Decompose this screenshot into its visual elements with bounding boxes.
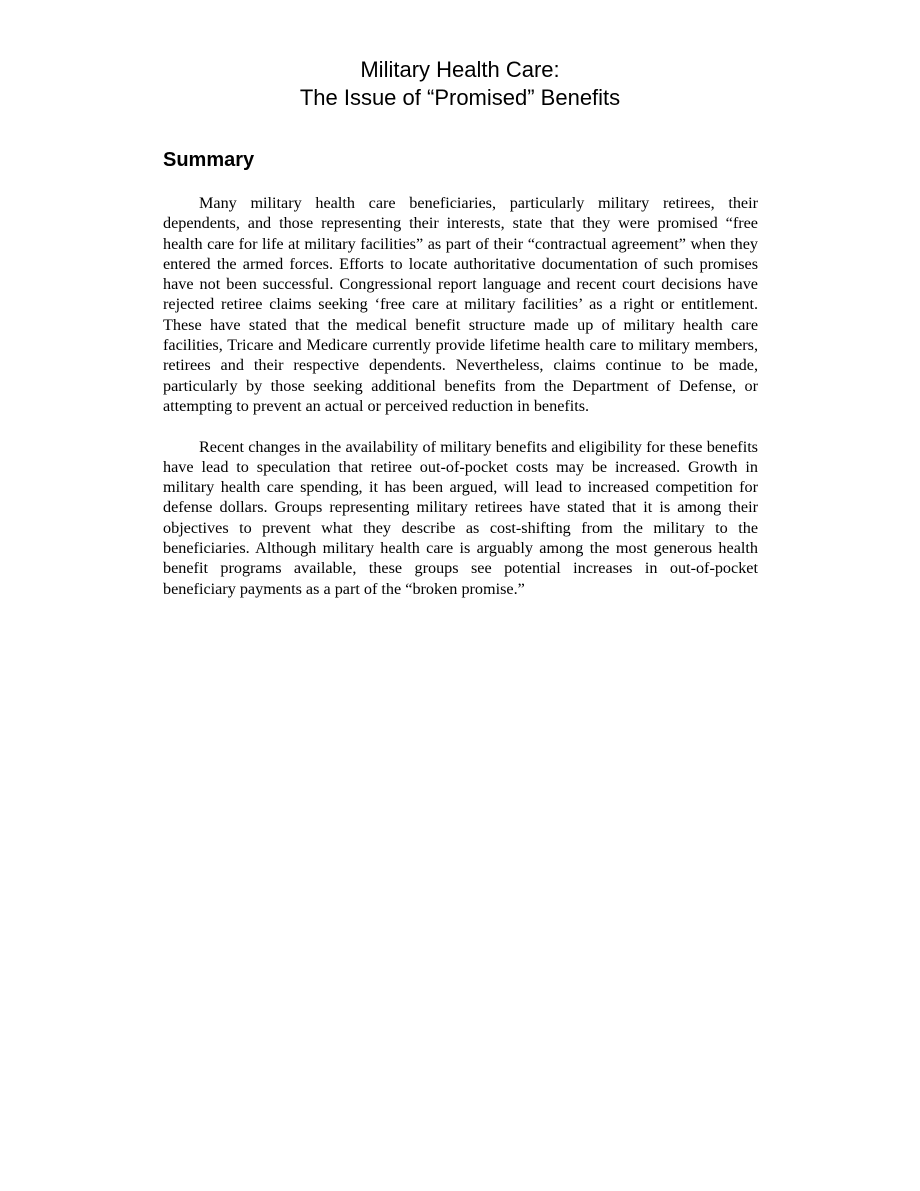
document-title: [0, 56, 920, 112]
title-line-2: The Issue of “Promised” Benefits: [299, 85, 621, 110]
paragraph: Recent changes in the availability of military benefits and eligibility for these benefits have lead to speculation that retiree out-of-pocket costs may be increased. Growth in military health care spending, it has been argued, will lead to increased competition for defense dollars. Groups representing military retirees have stated that it is among their objectives to prevent what they describe as cost-shifting from the military to the beneficiaries. Although military health care is arguably among the most generous health benefit programs available, these groups see potential increases in out-of-pocket beneficiary payments as a part of the “broken promise.”: [163, 437, 758, 598]
paragraph: Many military health care beneficiaries, particularly military retirees, their dependents, and those representing their interests, state that they were promised “free health care for life at military facilities” as part of their “contractual agreement” when they entered the armed forces. Efforts to locate authoritative documentation of such promises have not been successful. Congressional report language and recent court decisions have rejected retiree claims seeking ‘free care at military facilities’ as a right or entitlement. These have stated that the medical benefit structure made up of military health care facilities, Tricare and Medicare currently provide lifetime health care to military members, retirees and their respective dependents. Nevertheless, claims continue to be made, particularly by those seeking additional benefits from the Department of Defense, or attempting to prevent an actual or perceived reduction in benefits.: [163, 194, 758, 415]
section-heading-summary: Summary: [163, 149, 255, 171]
title-line-1: Military Health Care:: [360, 57, 560, 82]
summary-body: [163, 193, 758, 619]
